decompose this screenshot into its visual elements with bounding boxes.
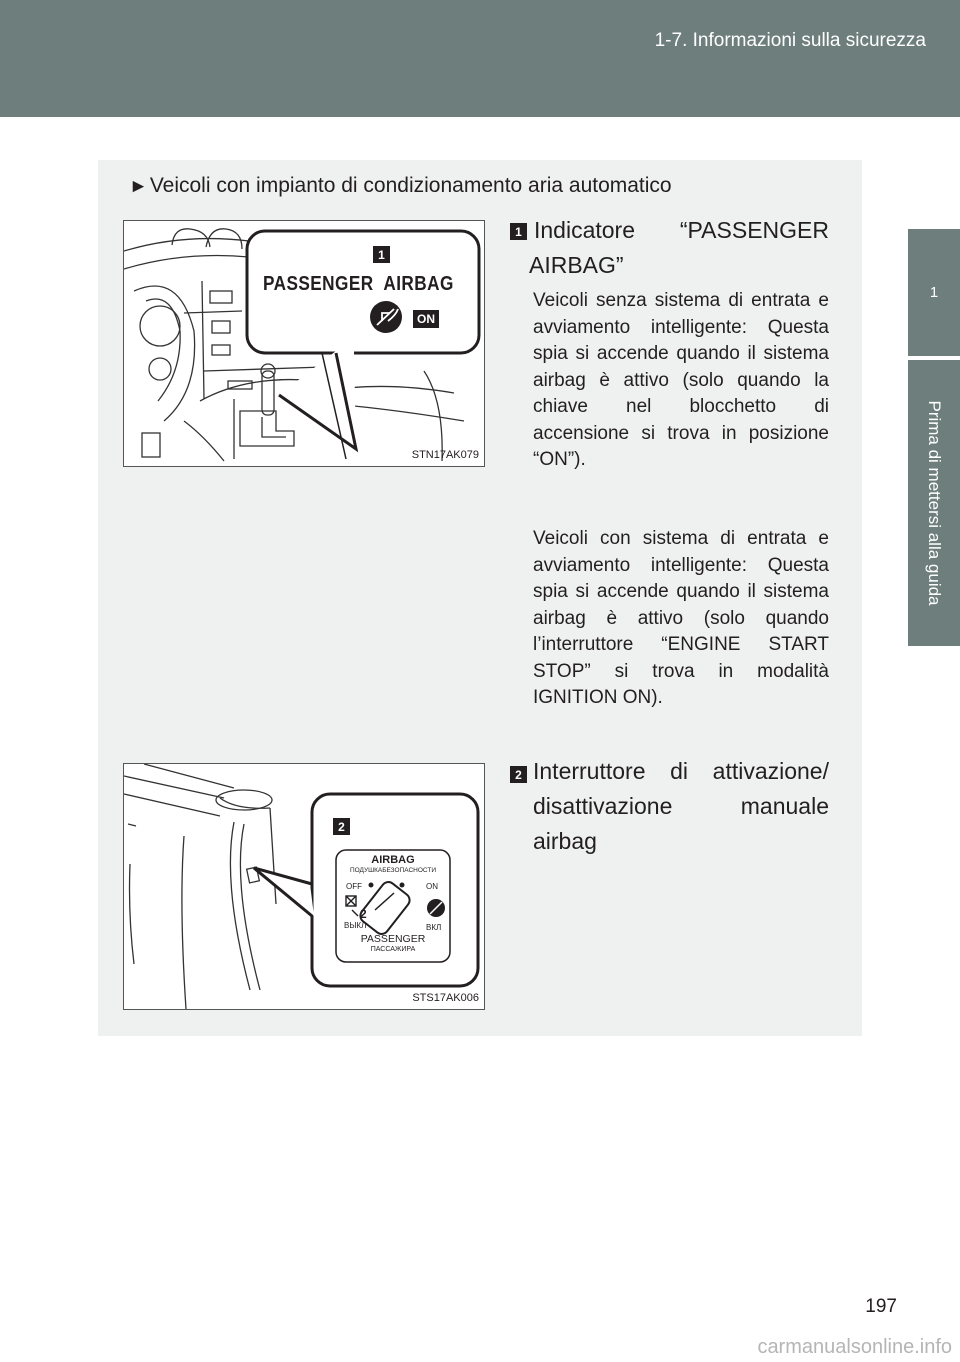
dashboard-illustration (124, 221, 484, 466)
switch-on-ru-label: ВКЛ (426, 923, 442, 932)
figure1-badge: 1 (373, 246, 390, 263)
item1-badge: 1 (510, 223, 527, 240)
item2-title: Interruttore di attivazione/ disattivazione manuale airbag (533, 758, 829, 854)
switch-passenger-ru-label: ПАССАЖИРА (370, 946, 416, 953)
header-bar (0, 0, 960, 117)
svg-text:2: 2 (360, 907, 367, 921)
figure-passenger-airbag-indicator (123, 220, 485, 467)
item1-paragraph-1: Veicoli senza sistema di entrata e avviamento intelligente: Questa spia si accende quando il sistema airbag è attivo (solo quando la chiave nel blocchetto di accensione si trova in posizione “ON”). (533, 290, 829, 470)
chapter-number: 1 (929, 284, 939, 301)
passenger-airbag-label: PASSENGER AIRBAG (263, 273, 454, 295)
chapter-tab (908, 360, 960, 646)
box-heading-text: Veicoli con impianto di condizionamento aria automatico (149, 174, 672, 197)
section-title: 1-7. Informazioni sulla sicurezza (654, 30, 926, 51)
chapter-number-tab (908, 229, 960, 356)
box-heading (129, 174, 672, 198)
switch-passenger-label: PASSENGER (360, 933, 426, 945)
switch-off-ru-label: ВЫКЛ (344, 921, 367, 930)
switch-airbag-ru-label: ПОДУШКАБЕЗОПАСНОСТИ (349, 867, 437, 874)
watermark: carmanualsonline.info (757, 1336, 952, 1358)
page-number: 197 (865, 1296, 897, 1317)
indicator-on-label: ON (417, 312, 435, 326)
chapter-title: Prima di mettersi alla guida (925, 400, 944, 606)
figure2-code: STS17AK006 (412, 992, 479, 1004)
item2-badge: 2 (510, 766, 527, 783)
switch-airbag-label: AIRBAG (371, 854, 415, 866)
figure2-badge: 2 (333, 818, 350, 835)
switch-on-label: ON (426, 882, 438, 891)
figure1-code: STN17AK079 (411, 449, 479, 461)
heading-marker-icon: ► (129, 176, 148, 197)
item1-title: Indicatore “PASSENGER AIRBAG” (529, 217, 829, 278)
figure-airbag-switch (123, 763, 485, 1010)
item1-paragraph-2: Veicoli con sistema di entrata e avviamento intelligente: Questa spia si accende quando il sistema airbag è attivo (solo quando l’interruttore “ENGINE START STOP” si trova in modalità IGNITION ON). (533, 528, 829, 708)
switch-off-label: OFF (346, 882, 362, 891)
